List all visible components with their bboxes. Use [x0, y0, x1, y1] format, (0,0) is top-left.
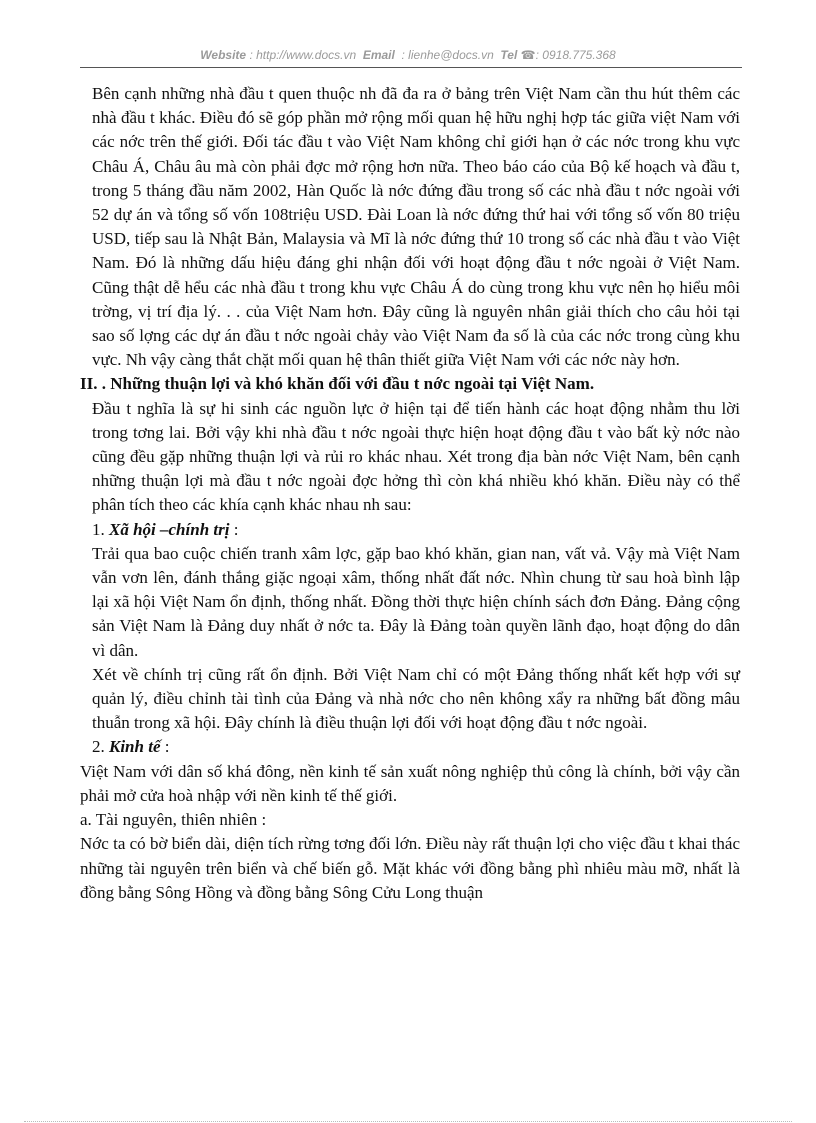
- subsection-heading-1: [80, 518, 740, 542]
- tel-label: Tel: [500, 48, 518, 62]
- subsection-colon-1: :: [229, 519, 239, 539]
- paragraph-resources: Nớc ta có bờ biển dài, diện tích rừng tơng đối lớn. Điều này rất thuận lợi cho việc đầu t khai thác những tài nguyên trên biển và chế biến gỗ. Mặt khác với đồng bằng phì nhiêu màu mỡ, nhất là đồng bằng Sông Hồng và đồng bằng Sông Cửu Long thuận: [80, 834, 740, 902]
- subsection-number-2: 2.: [92, 737, 105, 757]
- paragraph-investors: Bên cạnh những nhà đầu t quen thuộc nh đã đa ra ở bảng trên Việt Nam cần thu hút thêm các nhà đầu t khác. Điều đó sẽ góp phần mở rộng mối quan hệ hữu nghị hợp tác giữa việt Nam với các nớc trên thế giới. Đối tác đầu t vào Việt Nam không chỉ giới hạn ở các nớc trong khu vực Châu Á, Châu âu mà còn phải đợc mở rộng hơn nữa. Theo báo cáo của Bộ kế hoạch và đầu t, trong 5 tháng đầu năm 2002, Hàn Quốc là nớc đứng đầu trong số các nhà đầu t nớc ngoài với 52 dự án và tổng số vốn 108triệu USD. Đài Loan là nớc đứng thứ hai với tổng số vốn 80 triệu USD, tiếp sau là Nhật Bản, Malaysia và Mĩ là nớc đứng thứ 10 trong số các nhà đầu t vào Việt Nam. Đó là những dấu hiệu đáng ghi nhận đối với hoạt động đầu t nớc ngoài ở Việt Nam. Cũng thật dễ hểu các nhà đầu t trong khu vực Châu Á do cùng trong khu vực nên họ hiểu môi trờng, vị trí địa lý. . . của Việt Nam hơn. Đây cũng là nguyên nhân giải thích cho câu hỏi tại sao số lợng các dự án đầu t nớc ngoài chảy vào Việt Nam đa số là của các nớc trong cùng khu vực. Nh vậy càng thắt chặt mối quan hệ thân thiết giữa Việt Nam với các nớc này hơn.: [92, 84, 740, 370]
- footer-divider: [24, 1121, 792, 1122]
- header-divider: [80, 67, 742, 68]
- sub-heading-a: a. Tài nguyên, thiên nhiên :: [80, 810, 267, 830]
- subsection-number-1: 1.: [92, 519, 105, 539]
- website-value: : http://www.docs.vn: [249, 48, 357, 62]
- tel-value: : 0918.775.368: [535, 48, 616, 62]
- email-label: Email: [362, 48, 395, 62]
- phone-icon: ☎: [520, 48, 536, 62]
- website-label: Website: [200, 48, 247, 62]
- document-body: [80, 82, 740, 905]
- paragraph-investment-definition: Đầu t nghĩa là sự hi sinh các nguồn lực ở hiện tại để tiến hành các hoạt động nhằm thu lời trong tơng lai. Bởi vậy khi nhà đầu t nớc ngoài thực hiện hoạt động đầu t vào bất kỳ nớc nào cũng đều gặp những thuận lợi và rủi ro khác nhau. Xét trong địa bàn nớc Việt Nam, bên cạnh những thuận lợi mà đầu t nớc ngoài đợc hởng thì còn khá nhiều khó khăn. Điều này có thể phân tích theo các khía cạnh khác nhau nh sau:: [92, 398, 740, 515]
- page-header: [0, 48, 816, 62]
- subsection-title-1: Xã hội –chính trị: [109, 519, 230, 539]
- paragraph-society: Trải qua bao cuộc chiến tranh xâm lợc, gặp bao khó khăn, gian nan, vất vả. Vậy mà Việt Nam vẫn vơn lên, đánh thắng giặc ngoại xâm, thống nhất đất nớc. Nhìn chung từ sau hoà bình lập lại xã hội Việt Nam ổn định, thống nhất. Đồng thời thực hiện chính sách đơn Đảng. Đảng cộng sản Việt Nam là Đảng duy nhất ở nớc ta. Đây là Đảng toàn quyền lãnh đạo, hoạt động do dân vì dân.: [92, 543, 740, 660]
- email-value: : lienhe@docs.vn: [401, 48, 494, 62]
- paragraph-politics: Xét về chính trị cũng rất ổn định. Bởi Việt Nam chỉ có một Đảng thống nhất kết hợp với sự quản lý, điều chỉnh tài tình của Đảng và nhà nớc cho nên không xẩy ra những bất đồng mâu thuẫn trong xã hội. Đây chính là điều thuận lợi đối với hoạt động đầu t nớc ngoài.: [92, 664, 740, 733]
- section-heading-ii: II. . Những thuận lợi và khó khăn đối với đầu t nớc ngoài tại Việt Nam.: [80, 374, 595, 394]
- subsection-title-2: Kinh tế: [109, 737, 161, 757]
- subsection-colon-2: :: [160, 737, 170, 757]
- subsection-heading-2: [80, 735, 740, 759]
- paragraph-economy: Việt Nam với dân số khá đông, nền kinh tế sản xuất nông nghiệp thủ công là chính, bởi vậy cần phải mở cửa hoà nhập với nền kinh tế thế giới.: [80, 761, 740, 805]
